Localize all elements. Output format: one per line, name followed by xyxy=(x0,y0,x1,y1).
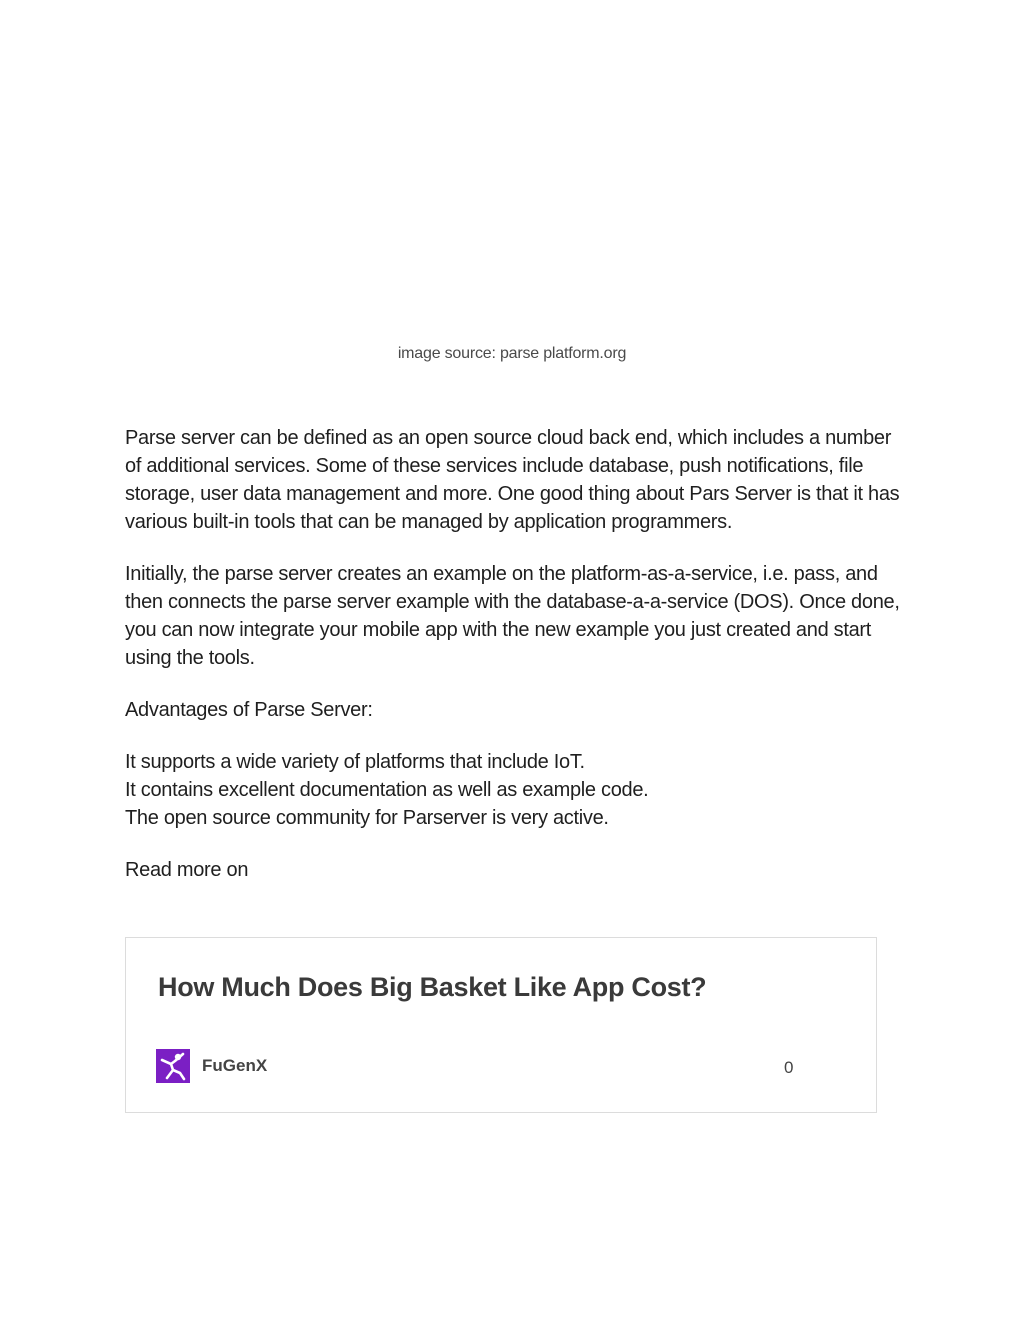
image-caption: image source: parse platform.org xyxy=(397,345,627,362)
advantages-list xyxy=(125,748,905,832)
runner-icon xyxy=(158,1051,188,1081)
paragraph-intro: Parse server can be defined as an open source cloud back end, which includes a number of additional services. Some of these services include database, push notifications, file storage, user data management and more. One good thing about Pars Server is that it has various built-in tools that can be managed by application programmers. xyxy=(125,427,900,533)
advantage-item: It supports a wide variety of platforms that include IoT. xyxy=(125,751,585,773)
article-body xyxy=(125,424,905,908)
card-title[interactable]: How Much Does Big Basket Like App Cost? xyxy=(158,972,707,1002)
advantage-item: It contains excellent documentation as well as example code. xyxy=(125,779,649,801)
advantage-item: The open source community for Parserver is very active. xyxy=(125,807,609,829)
read-more-text: Read more on xyxy=(125,859,249,881)
comment-count: 0 xyxy=(784,1058,794,1077)
article-image-area xyxy=(125,40,899,330)
paragraph-setup: Initially, the parse server creates an example on the platform-as-a-service, i.e. pass, and then connects the parse server example with the database-a-a-service (DOS). Once done, you can now integrate your mobile app with the new example you just created and start using the tools. xyxy=(125,563,900,669)
fugenx-logo-icon xyxy=(156,1049,190,1083)
related-article-card[interactable] xyxy=(125,937,877,1113)
advantages-heading: Advantages of Parse Server: xyxy=(125,699,373,721)
author-name[interactable]: FuGenX xyxy=(202,1056,268,1075)
author-info[interactable] xyxy=(156,1049,267,1083)
